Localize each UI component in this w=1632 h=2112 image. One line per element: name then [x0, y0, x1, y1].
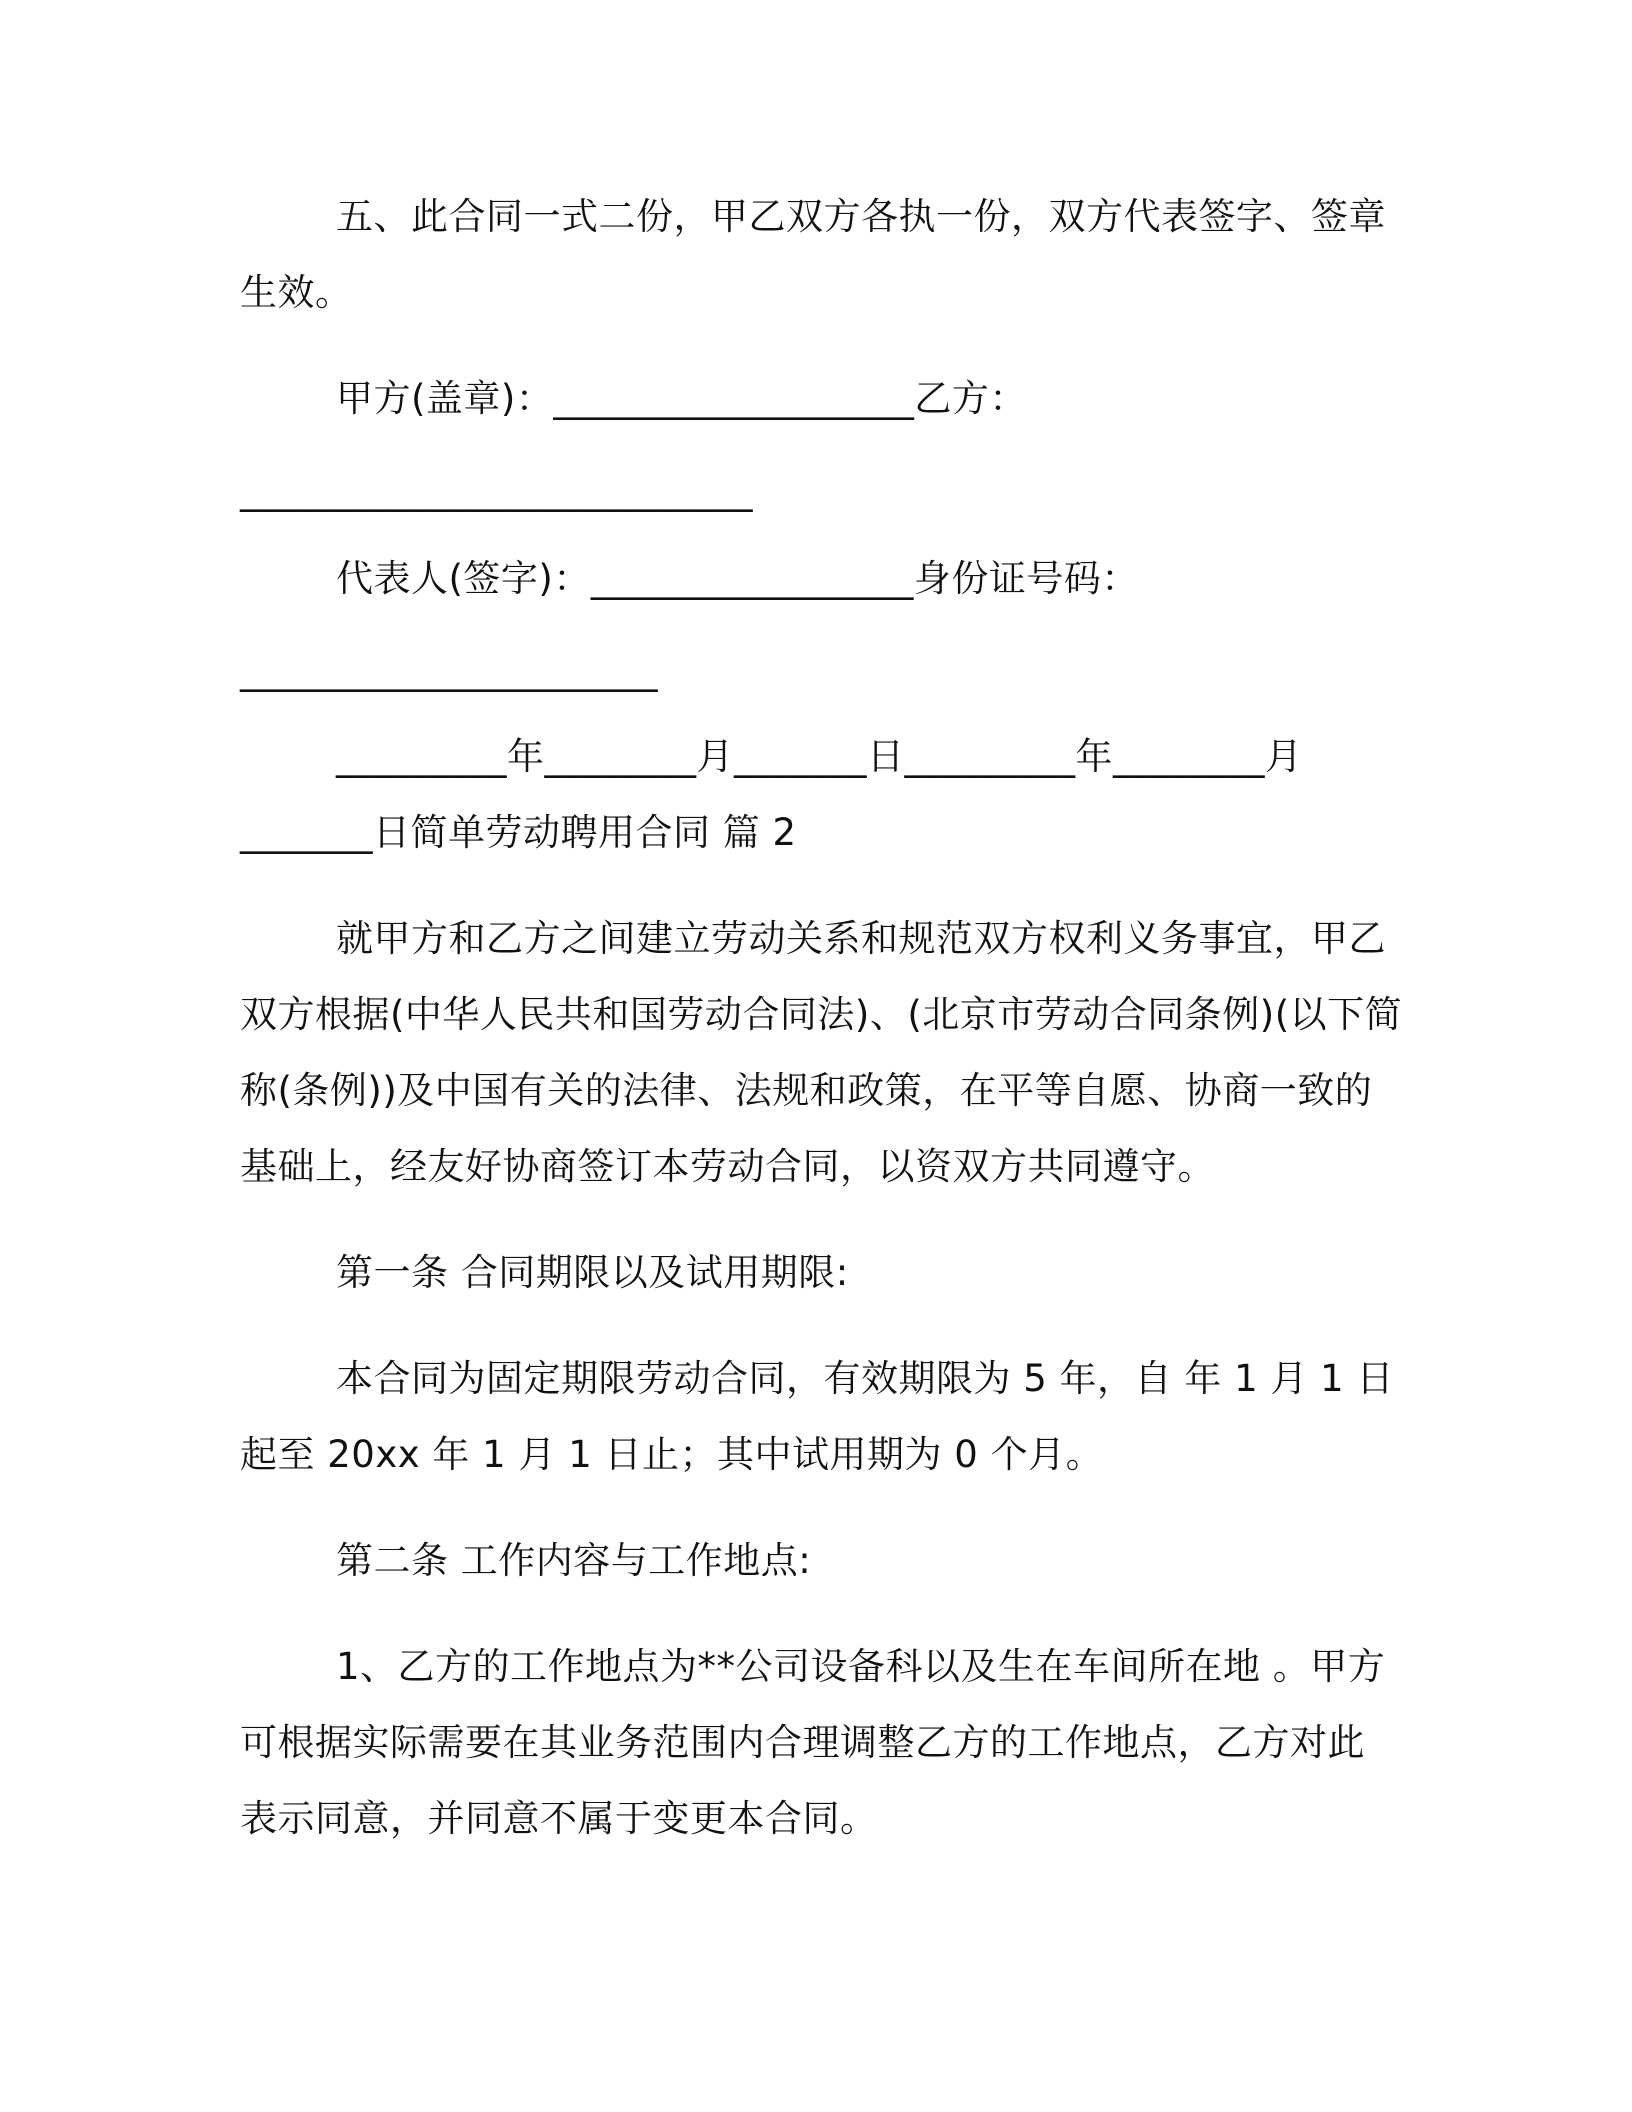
article-two-heading: 第二条 工作内容与工作地点: — [336, 1539, 812, 1582]
representative-line: 代表人(签字)：_________________身份证号码： — [336, 557, 1139, 600]
article-one-text-line-2: 起至 20xx 年 1 月 1 日止；其中试用期为 0 个月。 — [240, 1433, 1104, 1476]
preamble-line-2: 双方根据(中华人民共和国劳动合同法)、(北京市劳动合同条例)(以下简 — [240, 993, 1403, 1036]
preamble-line-3: 称(条例))及中国有关的法律、法规和政策，在平等自愿、协商一致的 — [240, 1069, 1373, 1112]
clause-five-line-1: 五、此合同一式二份，甲乙双方各执一份，双方代表签字、签章 — [336, 195, 1386, 238]
article-two-text-line-2: 可根据实际需要在其业务范围内合理调整乙方的工作地点，乙方对此 — [240, 1721, 1365, 1764]
clause-five-line-2: 生效。 — [240, 271, 353, 314]
article-two-text-line-3: 表示同意，并同意不属于变更本合同。 — [240, 1797, 878, 1840]
party-b-blank-line: ___________________________ — [240, 469, 753, 512]
preamble-line-1: 就甲方和乙方之间建立劳动关系和规范双方权利义务事宜，甲乙 — [336, 917, 1386, 960]
article-one-text-line-1: 本合同为固定期限劳动合同，有效期限为 5 年，自 年 1 月 1 日 — [336, 1357, 1394, 1400]
article-one-heading: 第一条 合同期限以及试用期限: — [336, 1251, 849, 1294]
party-a-seal-line: 甲方(盖章)：___________________乙方： — [336, 377, 1027, 420]
contract-title-line: _______日简单劳动聘用合同 篇 2 — [240, 811, 797, 854]
id-number-blank-line: ______________________ — [240, 649, 658, 692]
preamble-line-4: 基础上，经友好协商签订本劳动合同，以资双方共同遵守。 — [240, 1145, 1215, 1188]
article-two-text-line-1: 1、乙方的工作地点为**公司设备科以及生在车间所在地 。甲方 — [336, 1645, 1386, 1688]
date-line: _________年________月_______日_________年________月 — [336, 735, 1303, 778]
